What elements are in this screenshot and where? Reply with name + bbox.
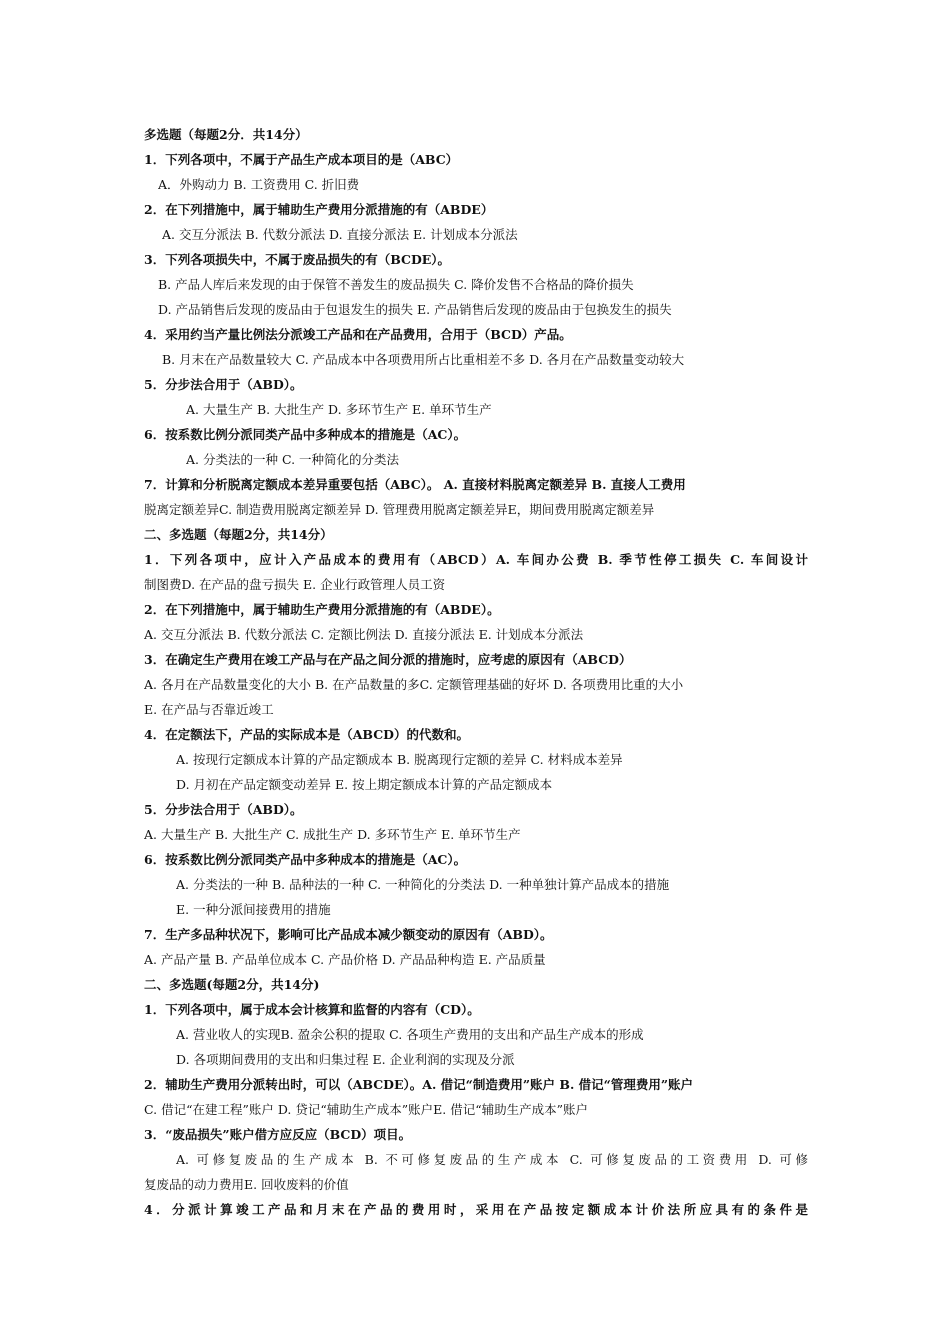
section-heading: 二、多选题（每题2分，共14分） [144,527,333,542]
options: C. 借记“在建工程”账户 D. 贷记“辅助生产成本”账户E. 借记“辅助生产成本”账户 [144,1102,588,1117]
question: 4．采用约当产量比例法分派竣工产品和在产品费用，合用于（BCD）产品。 [144,327,572,342]
options: E. 在产品与否靠近竣工 [144,702,274,717]
options: A. 可修复废品的生产成本 B. 不可修复废品的生产成本 C. 可修复废品的工资费用 D. 可修 [176,1152,808,1167]
section-heading: 多选题（每题2分．共14分） [144,127,308,142]
options: 制图费D. 在产品的盘亏损失 E. 企业行政管理人员工资 [144,577,446,592]
options: A. 大量生产 B. 大批生产 C. 成批生产 D. 多环节生产 E. 单环节生产 [144,827,521,842]
options: A. 交互分派法 B. 代数分派法 D. 直接分派法 E. 计划成本分派法 [162,227,518,242]
options: A. 分类法的一种 B. 品种法的一种 C. 一种简化的分类法 D. 一种单独计算产品成本的措施 [176,877,670,892]
question: 7．计算和分析脱离定额成本差异重要包括（ABC）。 A. 直接材料脱离定额差异 B. 直接人工费用 [144,477,686,492]
options: A．外购动力 B. 工资费用 C. 折旧费 [158,177,360,192]
options: A. 营业收人的实现B. 盈余公积的提取 C. 各项生产费用的支出和产品生产成本的形成 [176,1027,644,1042]
options: B. 月末在产品数量较大 C. 产品成本中各项费用所占比重相差不多 D. 各月在产品数量变动较大 [162,352,685,367]
question: 4．在定额法下，产品的实际成本是（ABCD）的代数和。 [144,727,469,742]
question: 3．在确定生产费用在竣工产品与在产品之间分派的措施时，应考虑的原因有（ABCD） [144,652,632,667]
options: D. 各项期间费用的支出和归集过程 E. 企业利润的实现及分派 [176,1052,515,1067]
options: 复废品的动力费用E. 回收废料的价值 [144,1177,349,1192]
options: A. 各月在产品数量变化的大小 B. 在产品数量的多C. 定额管理基础的好坏 D. 各项费用比重的大小 [144,677,684,692]
options: A. 大量生产 B. 大批生产 D. 多环节生产 E. 单环节生产 [186,402,492,417]
question: 6．按系数比例分派同类产品中多种成本的措施是（AC）。 [144,427,467,442]
question: 5．分步法合用于（ABD）。 [144,802,303,817]
question: 5．分步法合用于（ABD）。 [144,377,303,392]
question: 6．按系数比例分派同类产品中多种成本的措施是（AC）。 [144,852,467,867]
options: A. 产品产量 B. 产品单位成本 C. 产品价格 D. 产品品种构造 E. 产品质量 [144,952,546,967]
question: 1．下列各项中，应计入产品成本的费用有（ABCD）A. 车间办公费 B. 季节性停工损失 C. 车间设计 [144,552,808,567]
question: 2．在下列措施中，属于辅助生产费用分派措施的有（ABDE） [144,202,494,217]
options: A. 按现行定额成本计算的产品定额成本 B. 脱离现行定额的差异 C. 材料成本差异 [176,752,623,767]
question: 1．下列各项中，属于成本会计核算和监督的内容有（CD）。 [144,1002,480,1017]
question: 3．下列各项损失中，不属于废品损失的有（BCDE）。 [144,252,451,267]
options: D. 月初在产品定额变动差异 E. 按上期定额成本计算的产品定额成本 [176,777,553,792]
options: D. 产品销售后发现的废品由于包退发生的损失 E. 产品销售后发现的废品由于包换发生的损失 [158,302,672,317]
question: 1．下列各项中，不属于产品生产成本项目的是（ABC） [144,152,459,167]
options: A. 交互分派法 B. 代数分派法 C. 定额比例法 D. 直接分派法 E. 计划成本分派法 [144,627,584,642]
options: E. 一种分派间接费用的措施 [176,902,331,917]
section-heading: 二、多选题(每题2分，共14分) [144,977,320,992]
options: 脱离定额差异C. 制造费用脱离定额差异 D. 管理费用脱离定额差异E，期间费用脱离定额差异 [144,502,655,517]
options: A. 分类法的一种 C. 一种简化的分类法 [186,452,400,467]
question: 4．分派计算竣工产品和月末在产品的费用时，采用在产品按定额成本计价法所应具有的条件是 [144,1202,808,1217]
question: 7．生产多品种状况下，影响可比产品成本减少额变动的原因有（ABD）。 [144,927,553,942]
question: 2．在下列措施中，属于辅助生产费用分派措施的有（ABDE）。 [144,602,500,617]
question: 3．“废品损失”账户借方应反应（BCD）项目。 [144,1127,412,1142]
options: B. 产品人库后来发现的由于保管不善发生的废品损失 C. 降价发售不合格品的降价损失 [158,277,634,292]
question: 2．辅助生产费用分派转出时，可以（ABCDE）。A. 借记“制造费用”账户 B. 借记“管理费用”账户 [144,1077,694,1092]
